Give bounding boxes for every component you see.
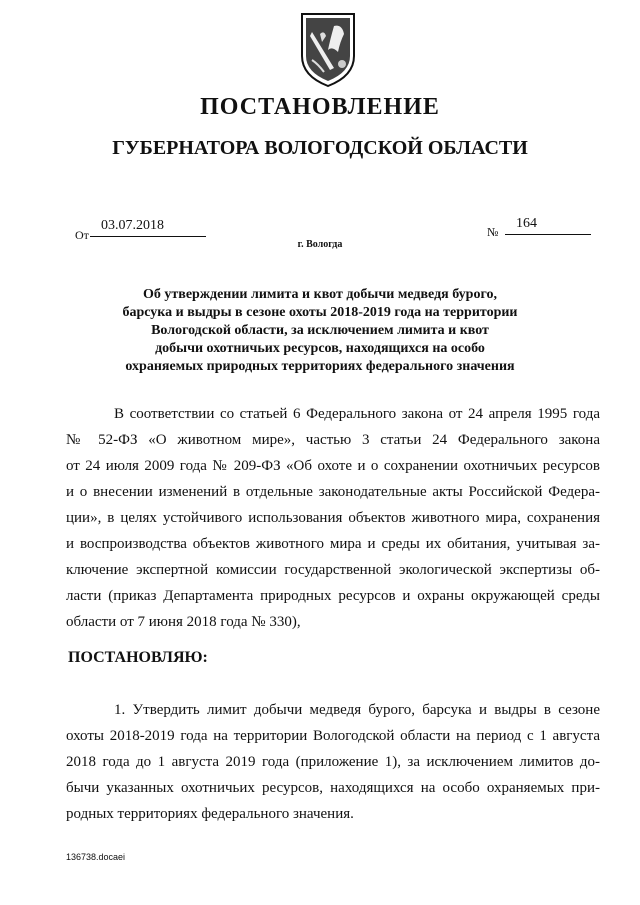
document-issuer: ГУБЕРНАТОРА ВОЛОГОДСКОЙ ОБЛАСТИ	[112, 137, 528, 159]
document-city: г. Вологда	[297, 239, 343, 250]
paragraph-line: от 24 июля 2009 года № 209-ФЗ «Об охоте и о сохранении охотничьих ресурсов	[66, 458, 600, 474]
document-date: 03.07.2018	[101, 218, 164, 233]
resolve-heading: ПОСТАНОВЛЯЮ:	[68, 649, 208, 666]
paragraph-line: бычи указанных охотничьих ресурсов, находящихся на особо охраняемых при-	[66, 780, 600, 796]
subject-line: добычи охотничьих ресурсов, находящихся на особо	[155, 341, 485, 356]
paragraph-line: ции», в целях устойчивого использования объектов животного мира, сохранения	[66, 510, 600, 526]
paragraph-line: и о внесении изменений в отдельные законодательные акты Российской Федера-	[66, 484, 600, 500]
paragraph-line: охоты 2018-2019 года на территории Вологодской области на период с 1 августа	[66, 728, 600, 744]
subject-line: охраняемых природных территориях федерального значения	[125, 359, 515, 374]
document-title: ПОСТАНОВЛЕНИЕ	[200, 94, 440, 120]
date-label: От	[75, 228, 89, 242]
paragraph-line: 2018 года до 1 августа 2019 года (приложение 1), за исключением лимитов до-	[66, 754, 600, 770]
paragraph-line: № 52-ФЗ «О животном мире», частью 3 статьи 24 Федерального закона	[66, 432, 600, 448]
subject-line: барсука и выдры в сезоне охоты 2018-2019 года на территории	[122, 305, 518, 320]
paragraph-line: В соответствии со статьей 6 Федерального закона от 24 апреля 1995 года	[114, 406, 600, 422]
paragraph-line: 1. Утвердить лимит добычи медведя бурого, барсука и выдры в сезоне	[114, 702, 600, 718]
paragraph-line: родных территориях федерального значения.	[66, 806, 354, 822]
subject-line: Об утверждении лимита и квот добычи медведя бурого,	[143, 287, 497, 302]
item-1-paragraph	[66, 697, 600, 827]
preamble-paragraph	[66, 401, 600, 635]
document-number: 164	[516, 216, 537, 231]
paragraph-line: ласти (приказ Департамента природных ресурсов и охраны окружающей среды	[66, 588, 600, 604]
paragraph-line: области от 7 июня 2018 года № 330),	[66, 614, 301, 630]
file-code: 136738.docaei	[66, 852, 126, 862]
coat-of-arms-icon	[298, 12, 358, 88]
paragraph-line: и воспроизводства объектов животного мира и среды их обитания, учитывая за-	[66, 536, 600, 552]
subject-line: Вологодской области, за исключением лимита и квот	[151, 323, 489, 338]
paragraph-line: ключение экспертной комиссии государственной экологической экспертизы об-	[66, 562, 600, 578]
document-subject	[60, 286, 580, 376]
number-label: №	[487, 225, 499, 239]
